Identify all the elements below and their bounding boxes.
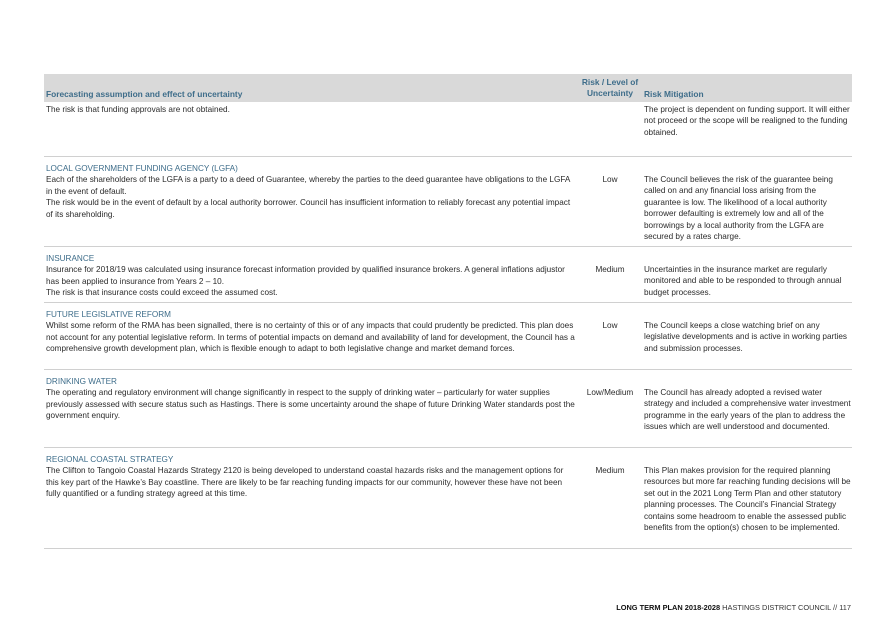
table-row bbox=[44, 448, 852, 549]
risk-cell: Medium bbox=[595, 265, 625, 274]
assumption-text: The Clifton to Tangoio Coastal Hazards Strategy 2120 is being developed to understand coastal hazards risks and the management options for this key part of the Hawke’s Bay coastline. There are likely to be far reaching funding impacts for our community, however these have not been fully quantified or a funding strategy agreed at this time. bbox=[46, 466, 564, 499]
header-mitigation: Risk Mitigation bbox=[644, 89, 704, 99]
footer-document-title: LONG TERM PLAN 2018-2028 bbox=[616, 603, 721, 612]
table-row bbox=[44, 370, 852, 448]
page-footer bbox=[616, 603, 851, 612]
table-row bbox=[44, 247, 852, 303]
section-heading: DRINKING WATER bbox=[46, 377, 117, 386]
mitigation-cell: The Council keeps a close watching brief on any legislative developments and is active in working parties and submission processes. bbox=[644, 321, 847, 353]
assumption-cell bbox=[44, 247, 576, 302]
assumption-cell bbox=[44, 448, 576, 548]
risk-cell: Low bbox=[602, 321, 618, 330]
header-risk-line1: Risk / Level of bbox=[581, 77, 639, 87]
risk-cell: Low bbox=[602, 175, 618, 184]
risk-cell bbox=[576, 102, 644, 156]
risk-cell: Medium bbox=[595, 466, 625, 475]
table-row bbox=[44, 102, 852, 157]
assumption-text: The operating and regulatory environment will change significantly in respect to the supply of drinking water – particularly for water supplies previously assessed with secure status such as Hastings. There is some uncertainty around the shape of future Drinking Water standards post the government enquiry. bbox=[46, 388, 575, 421]
table-row bbox=[44, 157, 852, 247]
mitigation-cell: The Council believes the risk of the guarantee being called on and any financial loss arising from the guarantee is low. The likelihood of a local authority borrower defaulting is extremely low and all of the borrowings by a local authority from the LGFA are secured by a rates charge. bbox=[644, 175, 833, 242]
header-risk bbox=[574, 77, 646, 99]
assumption-text: The risk would be in the event of default by a local authority borrower. Council has insufficient information to reliably forecast any potential impact of its shareholding. bbox=[46, 198, 571, 219]
mitigation-cell: Uncertainties in the insurance market are regularly monitored and able to be responded to through annual budget processes. bbox=[644, 265, 842, 297]
assumption-cell bbox=[44, 102, 576, 156]
header-risk-line2: Uncertainty bbox=[586, 88, 634, 98]
assumption-text: The risk is that funding approvals are not obtained. bbox=[46, 105, 230, 114]
assumption-cell bbox=[44, 303, 576, 369]
mitigation-cell: The Council has already adopted a revised water strategy and included a comprehensive water investment programme in the early years of the plan to address the issues which are well understood and documented. bbox=[644, 388, 851, 432]
assumption-text: Each of the shareholders of the LGFA is a party to a deed of Guarantee, whereby the parties to the deed guarantee have obligations to the LGFA in the event of default. bbox=[46, 175, 570, 196]
risk-cell: Low/Medium bbox=[586, 388, 634, 397]
section-heading: REGIONAL COASTAL STRATEGY bbox=[46, 455, 174, 464]
section-heading: FUTURE LEGISLATIVE REFORM bbox=[46, 310, 171, 319]
uncertainty-table bbox=[44, 74, 852, 549]
footer-org-page: HASTINGS DISTRICT COUNCIL // 117 bbox=[720, 603, 851, 612]
assumption-text: Insurance for 2018/19 was calculated using insurance forecast information provided by qualified insurance brokers. A general inflations adjustor has been applied to insurance from Years 2 – 10. bbox=[46, 265, 565, 286]
assumption-text: Whilst some reform of the RMA has been signalled, there is no certainty of this or of any impacts that could prudently be predicted. This plan does not account for any potential legislative reform. In terms of potential impacts on demand and availability of land for development, the Council has a comprehensive growth development plan, which is flexible enough to adapt to both legislative change and market demand forces. bbox=[46, 321, 575, 354]
table-row bbox=[44, 303, 852, 370]
header-assumption: Forecasting assumption and effect of uncertainty bbox=[46, 89, 243, 99]
assumption-cell bbox=[44, 370, 576, 447]
mitigation-cell: The project is dependent on funding support. It will either not proceed or the scope will be realigned to the funding obtained. bbox=[644, 105, 850, 137]
assumption-cell bbox=[44, 157, 576, 246]
section-heading: INSURANCE bbox=[46, 254, 95, 263]
mitigation-cell: This Plan makes provision for the required planning resources but more far reaching funding decisions will be set out in the 2021 Long Term Plan and other statutory planning processes. The Council’s Financial Strategy contains some headroom to enable the assessed public benefits from the option(s) chosen to be implemented. bbox=[644, 466, 851, 533]
assumption-text: The risk is that insurance costs could exceed the assumed cost. bbox=[46, 288, 278, 298]
table-header bbox=[44, 74, 852, 102]
section-heading: LOCAL GOVERNMENT FUNDING AGENCY (LGFA) bbox=[46, 164, 238, 173]
